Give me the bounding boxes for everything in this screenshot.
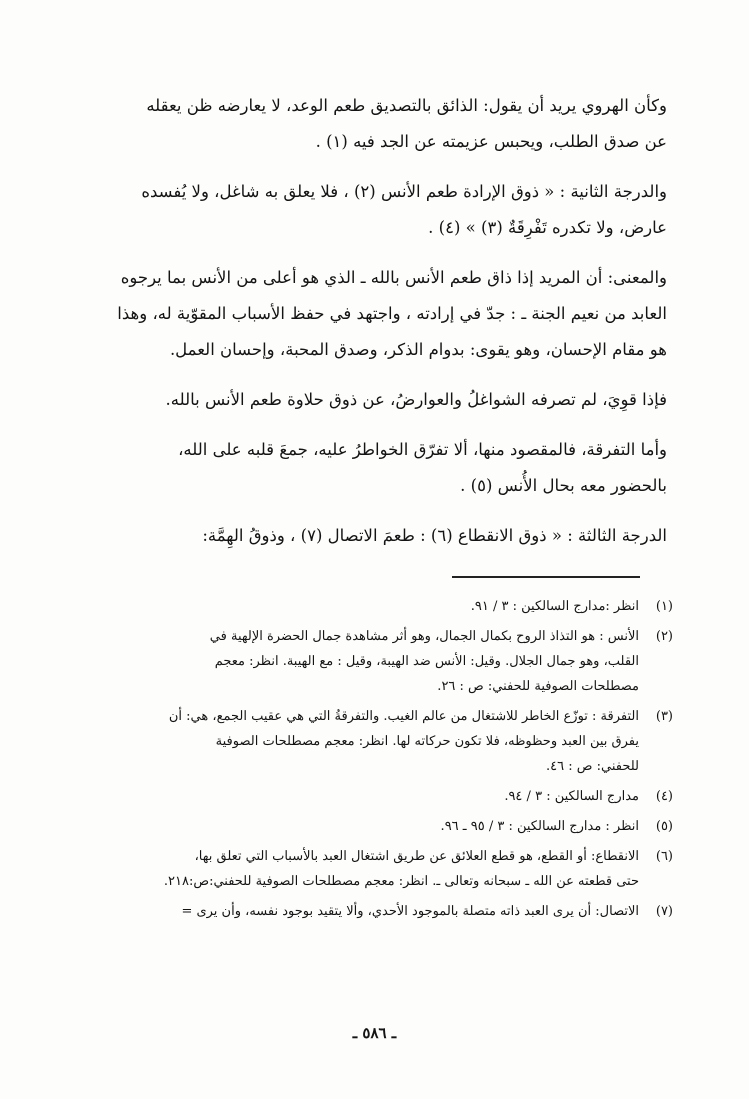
footnote-number: (٤) [655, 789, 673, 804]
text-line: فإذا قوِيَ، لم تصرفه الشواغلُ والعوارضُ، عن ذوق حلاوة طعم الأنس بالله. [165, 390, 667, 409]
footnote [83, 594, 673, 619]
text-line: والدرجة الثانية : « ذوق الإرادة طعم الأنس (٢) ، فلا يعلق به شاغل، ولا يُفسده [141, 182, 667, 201]
footnote-number: (٦) [655, 849, 673, 864]
footnote-number: (٥) [655, 819, 673, 834]
text-line: وأما التفرقة، فالمقصود منها، ألا تفرّق الخواطرُ عليه، جمعَ قلبه على الله، [178, 440, 667, 459]
footnote-line: مصطلحات الصوفية للحفني: ص : ٢٦. [437, 679, 639, 694]
footnote-number: (٢) [655, 629, 673, 644]
footnote-divider [452, 576, 640, 578]
footnote-line: الاتصال: أن يرى العبد ذاته متصلة بالموجود الأحدي، وألا يتقيد بوجود نفسه، وأن يرى = [181, 904, 639, 919]
footnote-text [83, 814, 639, 839]
footnote-text [83, 899, 639, 924]
footnote-line: القلب، وهو جمال الجلال. وقيل: الأنس ضد الهيبة، وقيل : مع الهيبة. انظر: معجم [214, 654, 639, 669]
main-text [89, 88, 667, 568]
footnote-line: للحفني: ص : ٤٦. [546, 759, 639, 774]
footnote [83, 899, 673, 924]
paragraph-2 [89, 174, 667, 246]
text-line: العابد من نعيم الجنة ـ : جدّ في إرادته ، واجتهد في حفظ الأسباب المقوّية له، وهذا [117, 304, 667, 323]
footnote [83, 704, 673, 779]
text-line: عن صدق الطلب، ويحبس عزيمته عن الجد فيه (١) . [315, 132, 667, 151]
footnote-line: انظر :مدارج السالكين : ٣ / ٩١. [470, 599, 639, 614]
footnote-line: حتى قطعته عن الله ـ سبحانه وتعالى ـ. انظر: معجم مصطلحات الصوفية للحفني:ص:٢١٨. [163, 874, 639, 889]
footnote [83, 844, 673, 894]
footnote [83, 814, 673, 839]
footnotes [83, 594, 673, 929]
footnote-line: الانقطاع: أو القطع، هو قطع العلائق عن طريق اشتغال العبد بالأسباب التي تعلق بها، [194, 849, 639, 864]
paragraph-5 [89, 432, 667, 504]
footnote [83, 784, 673, 809]
footnote-line: انظر : مدارج السالكين : ٣ / ٩٥ ـ ٩٦. [440, 819, 639, 834]
footnote-line: الأنس : هو التذاذ الروح بكمال الجمال، وهو أثر مشاهدة جمال الحضرة الإلهية في [209, 629, 639, 644]
footnote-line: التفرقة : توزّع الخاطر للاشتغال من عالم الغيب. والتفرقةُ التي هي عقيب الجمع، هي: أن [168, 709, 639, 724]
footnote-text [83, 594, 639, 619]
footnote-text [83, 844, 639, 894]
text-line: عارض، ولا تكدره تَفْرِقَةٌ (٣) » (٤) . [428, 218, 667, 237]
footnote-line: يفرق بين العبد وحظوظه، فلا تكون حركاته لها. انظر: معجم مصطلحات الصوفية [215, 734, 639, 749]
text-line: وكأن الهروي يريد أن يقول: الذائق بالتصديق طعم الوعد، لا يعارضه ظن يعقله [146, 96, 667, 115]
footnote-number: (٣) [655, 709, 673, 724]
footnote-text [83, 704, 639, 779]
footnote [83, 624, 673, 699]
footnote-text [83, 784, 639, 809]
text-line: هو مقام الإحسان، وهو يقوى: بدوام الذكر، وصدق المحبة، وإحسان العمل. [169, 340, 667, 359]
footnote-number: (١) [655, 599, 673, 614]
footnote-text [83, 624, 639, 699]
text-line: والمعنى: أن المريد إذا ذاق طعم الأنس بالله ـ الذي هو أعلى من الأنس بما يرجوه [120, 268, 667, 287]
footnote-line: مدارج السالكين : ٣ / ٩٤. [504, 789, 639, 804]
text-line: الدرجة الثالثة : « ذوق الانقطاع (٦) : طعمَ الاتصال (٧) ، وذوقُ الهِمَّة: [202, 526, 667, 545]
paragraph-3 [89, 260, 667, 368]
paragraph-6 [89, 518, 667, 554]
footnote-number: (٧) [655, 904, 673, 919]
paragraph-1 [89, 88, 667, 160]
text-line: بالحضور معه بحال الأُنس (٥) . [460, 476, 667, 495]
page-number: ـ ٥٨٦ ـ [352, 1024, 397, 1042]
paragraph-4 [89, 382, 667, 418]
